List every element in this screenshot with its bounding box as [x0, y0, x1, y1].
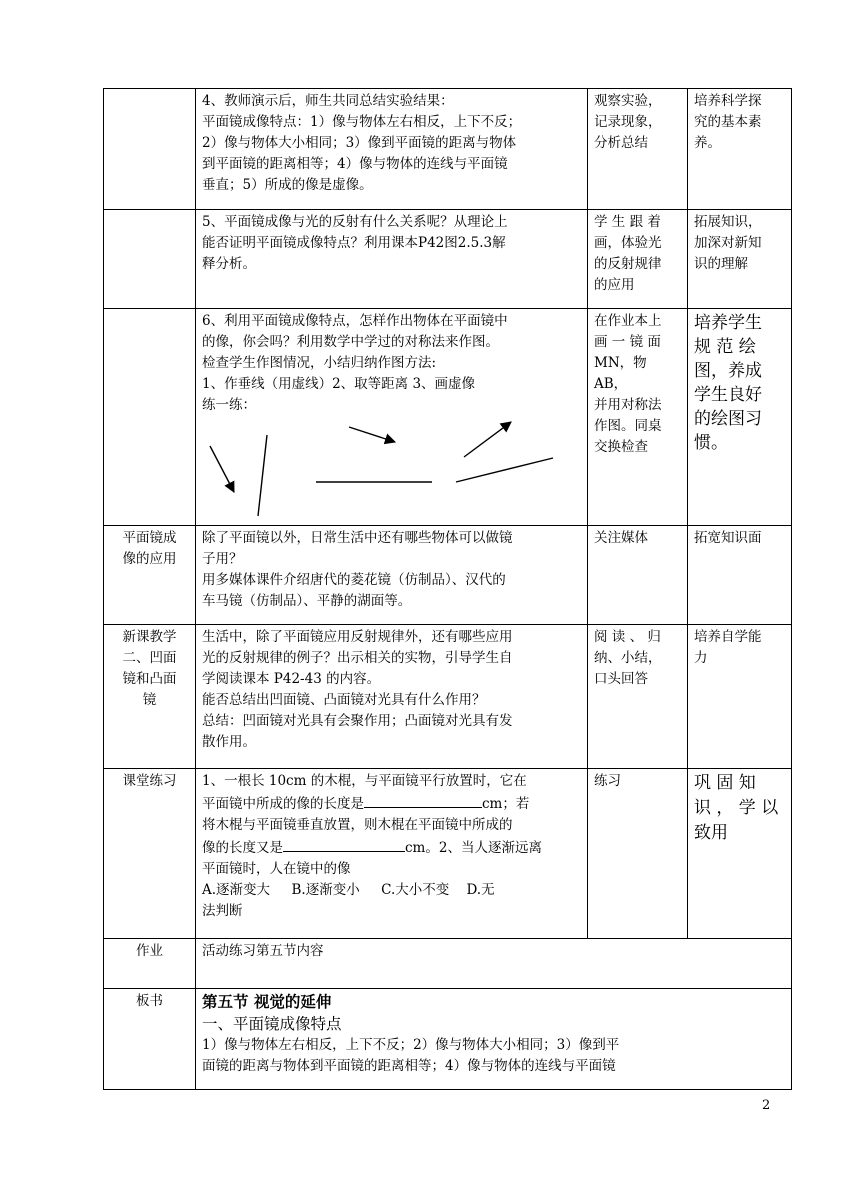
- content-cell: [196, 309, 588, 526]
- intent-line: 惯。: [694, 433, 728, 453]
- content-line: [202, 836, 581, 859]
- student-activity-cell: 练习: [588, 769, 688, 939]
- activity-line: 阅 读 、 归: [594, 629, 661, 645]
- content-line: 学阅读课本 P42-43 的内容。: [202, 671, 381, 687]
- phase-line: 平面镜成: [122, 530, 177, 546]
- table-row: [104, 89, 792, 210]
- content-line: 5、平面镜成像与光的反射有什么关系呢？从理论上: [202, 214, 508, 230]
- arrow-segment-2: [349, 427, 395, 442]
- intent-cell: [688, 625, 792, 769]
- content-text: cm；若: [482, 796, 530, 812]
- fill-blank-1[interactable]: [364, 792, 482, 808]
- table-row: [104, 210, 792, 309]
- intent-line: 养。: [694, 135, 721, 151]
- activity-line: MN，物 AB，: [594, 355, 647, 392]
- table-row: [104, 989, 792, 1090]
- phase-line: 镜和凸面: [122, 671, 177, 687]
- student-activity-cell: [588, 210, 688, 309]
- table-row: [104, 526, 792, 625]
- phase-cell: [104, 210, 196, 309]
- activity-line: 学 生 跟 着: [594, 214, 661, 230]
- content-line: 面镜的距离与物体到平面镜的距离相等；4）像与物体的连线与平面镜: [202, 1058, 616, 1074]
- practice-drawing-svg: [196, 416, 588, 508]
- phase-line: 二、凹面: [122, 650, 177, 666]
- intent-line: 培养自学能: [694, 629, 762, 645]
- content-line: 练一练：: [202, 397, 256, 413]
- intent-line: 致用: [694, 823, 728, 843]
- content-line: 能否总结出凹面镜、凸面镜对光具有什么作用？: [202, 692, 486, 708]
- activity-line: 口头回答: [594, 671, 648, 687]
- intent-line: 培养科学探: [694, 93, 762, 109]
- student-activity-cell: [588, 625, 688, 769]
- page-number: 2: [762, 1098, 771, 1113]
- activity-line: 作图。同桌: [594, 418, 662, 434]
- intent-line: 学生良好: [694, 385, 762, 405]
- table-row: [104, 625, 792, 769]
- content-line: 散作用。: [202, 734, 256, 750]
- content-line: 的像，你会吗？利用数学中学过的对称法来作图。: [202, 334, 499, 350]
- intent-line: 识 ， 学 以: [694, 798, 779, 818]
- content-line: 1、一根长 10cm 的木棍，与平面镜平行放置时，它在: [202, 773, 527, 789]
- content-line: 4、教师演示后，师生共同总结实验结果：: [202, 93, 454, 109]
- content-cell: [196, 769, 588, 939]
- phase-line: 像的应用: [122, 551, 177, 567]
- student-activity-cell: [588, 309, 688, 526]
- subsection-heading: 一、平面镜成像特点: [202, 1015, 342, 1033]
- intent-cell: [688, 309, 792, 526]
- practice-drawing: [202, 416, 581, 508]
- table-row: [104, 309, 792, 526]
- student-activity-cell: 关注媒体: [588, 526, 688, 625]
- activity-line: 记录现象，: [594, 114, 662, 130]
- content-cell: 活动练习第五节内容: [196, 939, 792, 989]
- intent-line: 拓展知识，: [694, 214, 762, 230]
- intent-line: 规 范 绘: [694, 337, 756, 357]
- phase-line: 新课教学: [122, 629, 177, 645]
- content-cell: [196, 89, 588, 210]
- content-line: 垂直；5）所成的像是虚像。: [202, 177, 373, 193]
- content-line: 生活中，除了平面镜应用反射规律外，还有哪些应用: [202, 629, 513, 645]
- activity-line: 画，体验光: [594, 235, 662, 251]
- table-row: [104, 939, 792, 989]
- phase-cell: [104, 89, 196, 210]
- activity-line: 的应用: [594, 277, 635, 293]
- content-line: 光的反射规律的例子？出示相关的实物，引导学生自: [202, 650, 513, 666]
- intent-line: 图，养成: [694, 361, 762, 381]
- intent-cell: [688, 769, 792, 939]
- student-activity-cell: [588, 89, 688, 210]
- section-heading: 第五节 视觉的延伸: [202, 992, 332, 1011]
- activity-line: 观察实验，: [594, 93, 662, 109]
- content-line: 1、作垂线（用虚线）2、取等距离 3、画虚像: [202, 376, 476, 392]
- phase-cell: [104, 526, 196, 625]
- intent-line: 培养学生: [694, 313, 762, 333]
- content-line: 6、利用平面镜成像特点，怎样作出物体在平面镜中: [202, 313, 508, 329]
- activity-line: 交换检查: [594, 439, 648, 455]
- content-cell: [196, 625, 588, 769]
- intent-cell: [688, 89, 792, 210]
- activity-line: 在作业本上: [594, 313, 662, 329]
- lesson-plan-table: [103, 88, 792, 1090]
- activity-line: 纳、小结，: [594, 650, 662, 666]
- phase-cell: [104, 309, 196, 526]
- content-cell: [196, 989, 792, 1090]
- content-text: 像的长度又是: [202, 840, 283, 856]
- phase-cell: 板书: [104, 989, 196, 1090]
- phase-cell: [104, 625, 196, 769]
- activity-line: 画 一 镜 面: [594, 334, 661, 350]
- content-line: 2）像与物体大小相同；3）像到平面镜的距离与物体: [202, 135, 517, 151]
- phase-cell: 作业: [104, 939, 196, 989]
- content-line: A.逐渐变大 B.逐渐变小 C.大小不变 D.无: [202, 882, 495, 898]
- content-line: 总结：凹面镜对光具有会聚作用；凸面镜对光具有发: [202, 713, 513, 729]
- table-row: [104, 769, 792, 939]
- activity-line: 分析总结: [594, 135, 648, 151]
- intent-cell: [688, 210, 792, 309]
- content-text: 平面镜中所成的像的长度是: [202, 796, 364, 812]
- activity-line: 并用对称法: [594, 397, 662, 413]
- content-cell: [196, 210, 588, 309]
- activity-line: 的反射规律: [594, 256, 662, 272]
- content-line: 子用？: [202, 551, 243, 567]
- arrow-segment-3: [464, 422, 511, 457]
- content-line: 检查学生作图情况，小结归纳作图方法:: [202, 355, 437, 371]
- intent-line: 力: [694, 650, 708, 666]
- intent-line: 识的理解: [694, 256, 748, 272]
- content-line: 平面镜成像特点：1）像与物体左右相反，上下不反；: [202, 114, 522, 130]
- phase-line: 镜: [142, 692, 157, 708]
- content-line: 除了平面镜以外，日常生活中还有哪些物体可以做镜: [202, 530, 513, 546]
- content-line: 法判断: [202, 903, 243, 919]
- content-cell: [196, 526, 588, 625]
- content-line: 用多媒体课件介绍唐代的菱花镜（仿制品）、汉代的: [202, 572, 506, 588]
- fill-blank-2[interactable]: [283, 836, 405, 852]
- intent-line: 的绘图习: [694, 409, 762, 429]
- intent-line: 巩 固 知: [694, 773, 756, 793]
- content-line: 车马镜（仿制品）、平静的湖面等。: [202, 593, 412, 609]
- content-line: 能否证明平面镜成像特点？利用课本P42图2.5.3解: [202, 235, 506, 251]
- content-line: 1）像与物体左右相反，上下不反；2）像与物体大小相同；3）像到平: [202, 1037, 620, 1053]
- mirror-line-3: [456, 458, 553, 482]
- intent-cell: 拓宽知识面: [688, 526, 792, 625]
- mirror-line-1: [258, 435, 267, 516]
- content-line: 平面镜时，人在镜中的像: [202, 861, 351, 877]
- content-line: [202, 792, 581, 815]
- content-text: cm。2、当人逐渐远离: [405, 840, 542, 856]
- phase-cell: 课堂练习: [104, 769, 196, 939]
- intent-line: 究的基本素: [694, 114, 762, 130]
- intent-line: 加深对新知: [694, 235, 762, 251]
- content-line: 到平面镜的距离相等；4）像与物体的连线与平面镜: [202, 156, 508, 172]
- content-line: 将木棍与平面镜垂直放置，则木棍在平面镜中所成的: [202, 817, 513, 833]
- content-line: 释分析。: [202, 256, 256, 272]
- arrow-segment-1: [210, 446, 234, 492]
